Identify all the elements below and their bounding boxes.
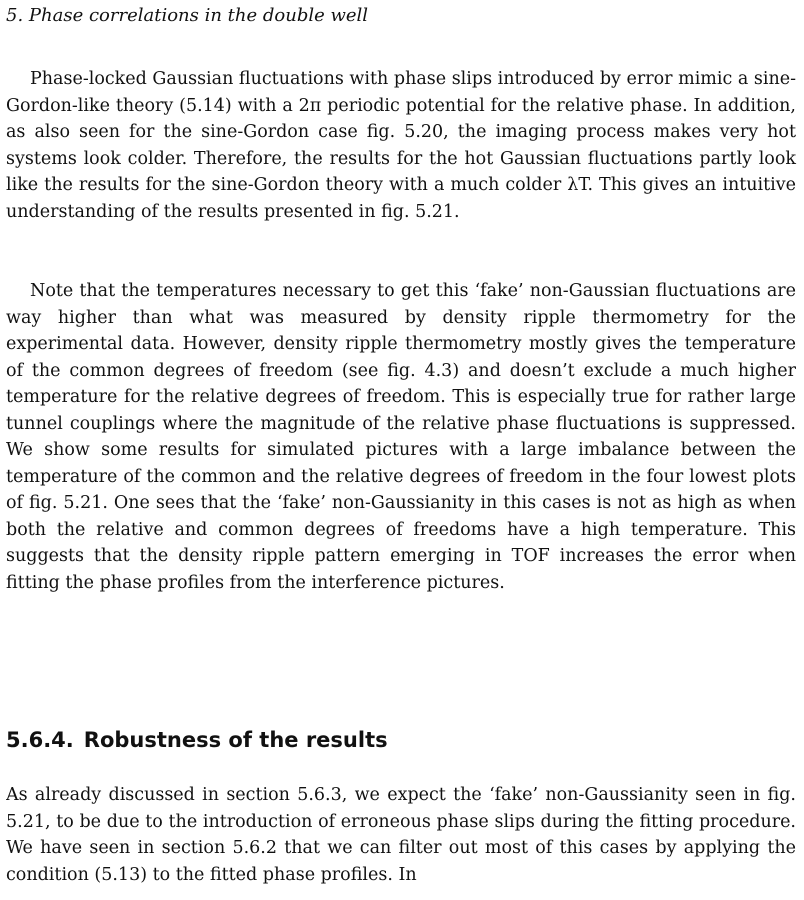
paragraph-temperature-note: Note that the temperatures necessary to get this ‘fake’ non-Gaussian fluctuations are way higher than what was measured by density ripple thermometry for the experimental data. However, density ripple thermometry mostly gives the temperature of the common degrees of freedom (see fig. 4.3) and doesn’t exclude a much higher temperature for the relative degrees of freedom. This is especially true for rather large tunnel couplings where the magnitude of the relative phase fluctuations is suppressed. We show some results for simulated pictures with a large imbalance between the temperature of the common and the relative degrees of freedom in the four lowest plots of fig. 5.21. One sees that the ‘fake’ non-Gaussianity in this cases is not as high as when both the relative and common degrees of freedoms have a high temperature. This suggests that the density ripple pattern emerging in TOF increases the error when fitting the phase profiles from the interference pictures. [6, 281, 796, 593]
section-title: Robustness of the results [83, 728, 388, 752]
section-number: 5.6.4. [6, 728, 74, 752]
section-heading [6, 725, 388, 755]
paragraph-phase-locked-fluctuations: Phase-locked Gaussian fluctuations with phase slips introduced by error mimic a sine-Gordon-like theory (5.14) with a 2π periodic potential for the relative phase. In addition, as also seen for the sine-Gordon case fig. 5.20, the imaging process makes very hot systems look colder. Therefore, the results for the hot Gaussian fluctuations partly look like the results for the sine-Gordon theory with a much colder λT. This gives an intuitive understanding of the results presented in fig. 5.21. [6, 69, 796, 222]
running-head: 5. Phase correlations in the double well [6, 5, 369, 26]
paragraph-robustness: As already discussed in section 5.6.3, we expect the ‘fake’ non-Gaussianity seen in fig. 5.21, to be due to the introduction of erroneous phase slips during the fitting procedure. We have seen in section 5.6.2 that we can filter out most of this cases by applying the condition (5.13) to the fitted phase profiles. In [6, 785, 796, 885]
